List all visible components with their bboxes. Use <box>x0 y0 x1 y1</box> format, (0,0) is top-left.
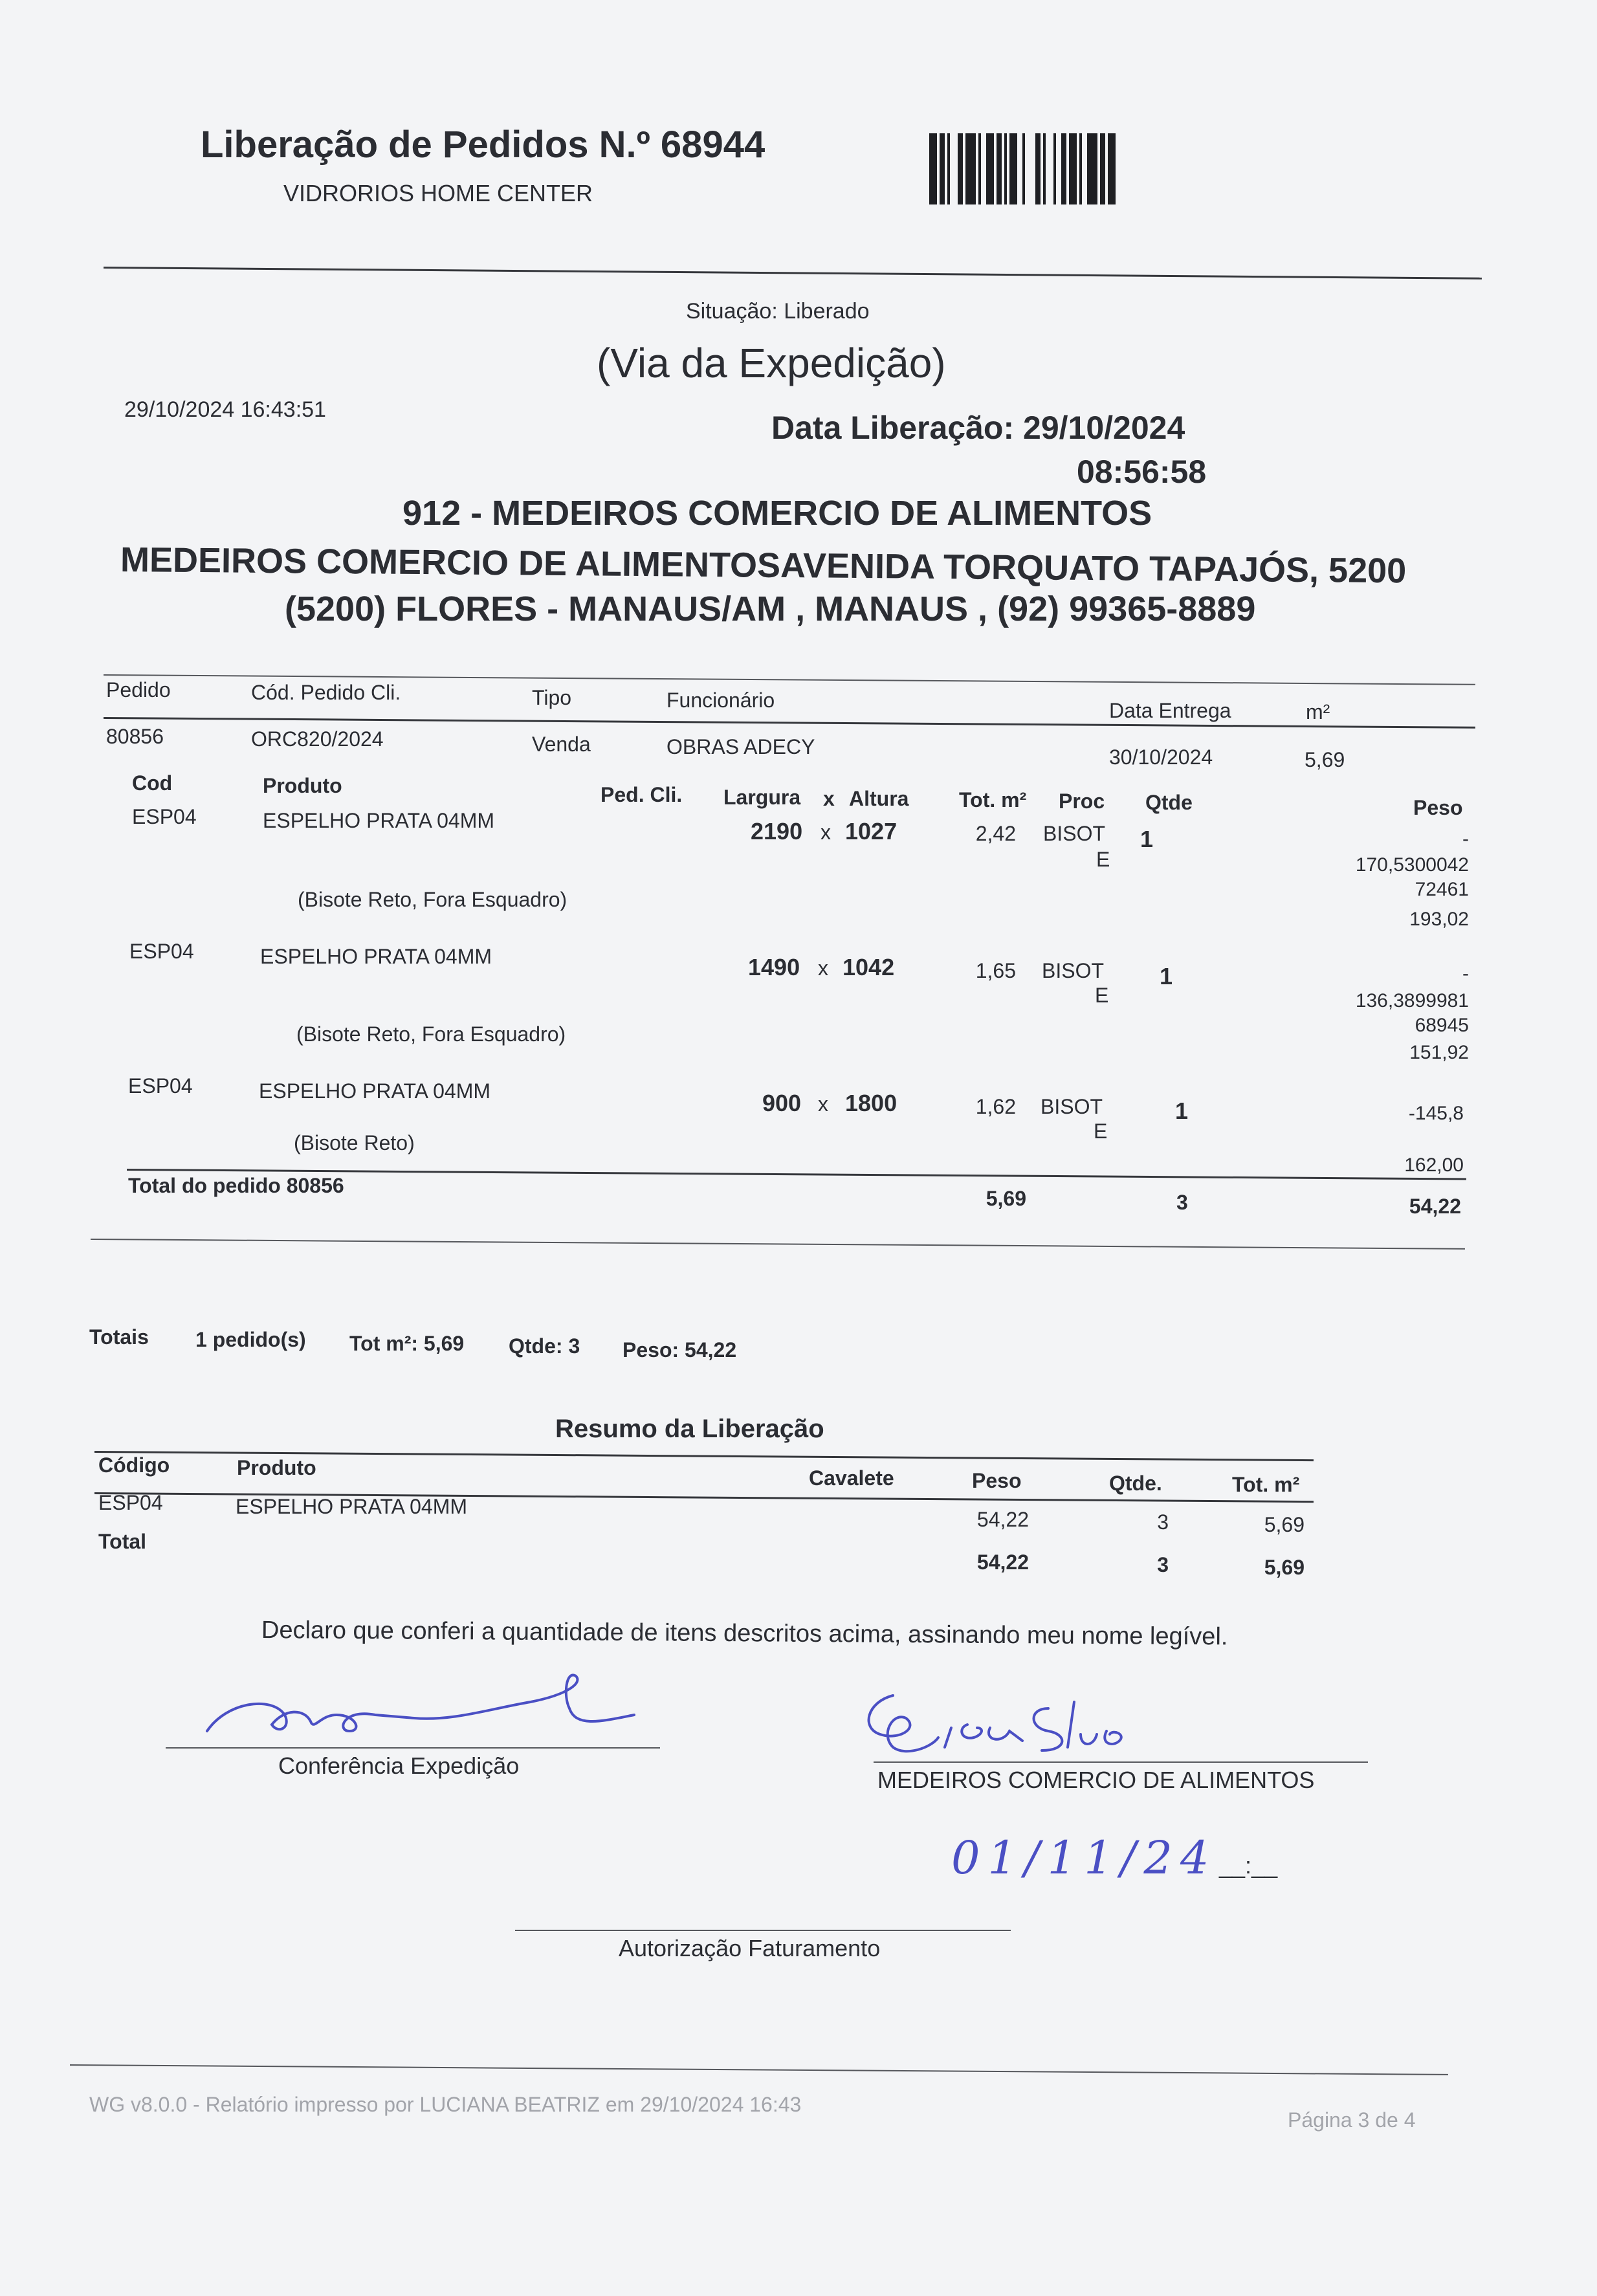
barcode-bar <box>958 133 963 204</box>
summary-row-produto: ESPELHO PRATA 04MM <box>236 1495 468 1518</box>
barcode-bar <box>978 133 981 204</box>
order-funcionario: OBRAS ADECY <box>666 735 815 758</box>
client-signature-label: MEDEIROS COMERCIO DE ALIMENTOS <box>877 1767 1315 1793</box>
barcode-bar <box>986 133 994 204</box>
summary-total-tot-m2: 5,69 <box>1264 1556 1305 1579</box>
totals-qtde: Qtde: 3 <box>509 1334 580 1358</box>
order-m2: 5,69 <box>1305 748 1345 771</box>
barcode-bar <box>1100 133 1105 204</box>
item-x: x <box>821 821 831 844</box>
autorizacao-label: Autorização Faturamento <box>619 1935 881 1961</box>
item-altura: 1027 <box>845 818 898 844</box>
item-cod: ESP04 <box>132 805 197 828</box>
col-funcionario: Funcionário <box>666 689 775 712</box>
items-col-peso: Peso <box>1413 796 1463 819</box>
items-col-x: x <box>823 787 835 810</box>
barcode-bar <box>1004 133 1007 204</box>
totals-tot-m2: Tot m²: 5,69 <box>349 1332 465 1355</box>
order-total-peso: 54,22 <box>1409 1195 1461 1218</box>
item-peso-line: 193,02 <box>1409 909 1469 930</box>
items-col-largura: Largura <box>723 786 801 809</box>
barcode-bar <box>1035 133 1041 204</box>
barcode-bar <box>1061 133 1066 204</box>
barcode-bar <box>1079 133 1082 204</box>
item-altura: 1800 <box>845 1090 898 1116</box>
client-address-line2: (5200) FLORES - MANAUS/AM , MANAUS , (92) 99365-8889 <box>285 590 1256 628</box>
items-col-produto: Produto <box>263 774 342 797</box>
items-col-cod: Cod <box>132 771 173 795</box>
summary-col-produto: Produto <box>237 1456 316 1479</box>
order-total-m2: 5,69 <box>986 1187 1026 1210</box>
order-cod-cli: ORC820/2024 <box>251 727 384 751</box>
client-address-line1: MEDEIROS COMERCIO DE ALIMENTOSAVENIDA TORQUATO TAPAJÓS, 5200 <box>120 540 1407 591</box>
signature-line-autorizacao <box>515 1930 1011 1931</box>
item-proc-wrap: E <box>1095 984 1109 1007</box>
item-tot-m2: 1,62 <box>975 1095 1016 1118</box>
time-placeholder: __:__ <box>1219 1852 1278 1879</box>
barcode-bar <box>929 133 937 204</box>
item-altura: 1042 <box>843 954 895 980</box>
company-name: VIDRORIOS HOME CENTER <box>283 180 593 206</box>
item-peso-line: 68945 <box>1415 1015 1469 1036</box>
summary-row-tot-m2: 5,69 <box>1264 1513 1305 1536</box>
item-peso-line: - <box>1462 963 1469 984</box>
signature-line-client <box>874 1761 1368 1763</box>
item-proc-wrap: E <box>1094 1120 1108 1143</box>
barcode-bar <box>1108 133 1116 204</box>
item-produto: ESPELHO PRATA 04MM <box>263 809 495 832</box>
header-divider <box>104 267 1482 280</box>
item-proc: BISOT <box>1042 959 1105 982</box>
item-peso-line: - <box>1462 828 1469 850</box>
order-pedido: 80856 <box>106 725 164 748</box>
item-largura: 1490 <box>748 954 800 980</box>
item-largura: 2190 <box>751 818 803 844</box>
col-pedido: Pedido <box>106 678 171 701</box>
barcode-bar <box>1043 133 1046 204</box>
barcode-bar <box>1087 133 1097 204</box>
summary-col-codigo: Código <box>98 1453 170 1477</box>
barcode-bar <box>1053 133 1056 204</box>
handwritten-signature-left <box>181 1670 647 1754</box>
item-peso-line: 72461 <box>1415 879 1469 900</box>
barcode-bar <box>997 133 1002 204</box>
summary-row-codigo: ESP04 <box>98 1491 163 1514</box>
summary-col-qtde: Qtde. <box>1109 1472 1162 1495</box>
barcode <box>929 133 1167 204</box>
item-cod: ESP04 <box>129 940 194 963</box>
footer-divider <box>70 2064 1448 2075</box>
totals-peso: Peso: 54,22 <box>622 1338 737 1362</box>
item-peso-line: 170,5300042 <box>1355 854 1469 876</box>
situation-text: Situação: Liberado <box>686 299 870 324</box>
item-peso-line: 136,3899981 <box>1355 990 1469 1011</box>
item-largura: 900 <box>762 1090 802 1116</box>
barcode-bar <box>940 133 945 204</box>
summary-col-cavalete: Cavalete <box>809 1466 894 1490</box>
items-col-proc: Proc <box>1059 789 1105 813</box>
summary-row-qtde: 3 <box>1157 1510 1169 1534</box>
item-tot-m2: 1,65 <box>975 959 1016 982</box>
item-proc: BISOT <box>1041 1095 1103 1118</box>
barcode-bar <box>965 133 976 204</box>
item-peso-line: 162,00 <box>1404 1154 1464 1176</box>
summary-total-peso: 54,22 <box>976 1551 1029 1574</box>
printed-datetime: 29/10/2024 16:43:51 <box>124 397 326 422</box>
summary-total-qtde: 3 <box>1157 1553 1169 1576</box>
declaration-text: Declaro que conferi a quantidade de itens descritos acima, assinando meu nome legível. <box>261 1617 1228 1651</box>
barcode-bar <box>1009 133 1017 204</box>
item-produto: ESPELHO PRATA 04MM <box>259 1079 491 1103</box>
order-data-entrega: 30/10/2024 <box>1109 745 1213 769</box>
item-description: (Bisote Reto, Fora Esquadro) <box>296 1022 566 1046</box>
item-qtde: 1 <box>1175 1098 1189 1124</box>
release-time: 08:56:58 <box>1077 454 1207 490</box>
item-qtde: 1 <box>1160 963 1173 989</box>
conferencia-label: Conferência Expedição <box>278 1752 520 1779</box>
item-description: (Bisote Reto, Fora Esquadro) <box>298 888 567 911</box>
col-tipo: Tipo <box>532 686 572 709</box>
via-title: (Via da Expedição) <box>597 340 946 386</box>
barcode-bar <box>947 133 950 204</box>
item-proc: BISOT <box>1043 822 1106 845</box>
item-x: x <box>818 1092 828 1116</box>
summary-col-tot-m2: Tot. m² <box>1232 1473 1300 1496</box>
barcode-graphic <box>929 133 1167 204</box>
items-col-ped-cli: Ped. Cli. <box>600 783 683 806</box>
footer-printed-by: WG v8.0.0 - Relatório impresso por LUCIANA BEATRIZ em 29/10/2024 16:43 <box>89 2093 802 2116</box>
totals-pedidos: 1 pedido(s) <box>195 1328 306 1351</box>
handwritten-date: 01/11/24 <box>951 1831 1217 1884</box>
items-col-qtde: Qtde <box>1145 791 1193 814</box>
items-col-tot-m2: Tot. m² <box>959 788 1027 811</box>
col-m2: m² <box>1306 700 1330 723</box>
order-total-qtde: 3 <box>1176 1191 1188 1214</box>
item-qtde: 1 <box>1140 826 1154 852</box>
item-peso-line: 151,92 <box>1409 1042 1469 1063</box>
item-produto: ESPELHO PRATA 04MM <box>260 945 492 968</box>
order-total-label: Total do pedido 80856 <box>128 1174 344 1197</box>
item-proc-wrap: E <box>1096 848 1110 871</box>
barcode-bar <box>1069 133 1077 204</box>
item-cod: ESP04 <box>128 1074 193 1098</box>
release-date: Data Liberação: 29/10/2024 <box>771 410 1185 446</box>
col-data-entrega: Data Entrega <box>1109 699 1231 722</box>
summary-col-peso: Peso <box>972 1469 1022 1492</box>
items-col-altura: Altura <box>849 787 909 810</box>
totals-label: Totais <box>89 1325 149 1349</box>
item-x: x <box>818 956 828 980</box>
order-section-divider <box>91 1239 1465 1250</box>
order-tipo: Venda <box>532 733 591 756</box>
item-peso-line: -145,8 <box>1408 1103 1464 1124</box>
signature-line-conferencia <box>166 1747 660 1749</box>
document-title: Liberação de Pedidos N.º 68944 <box>201 124 765 166</box>
summary-title: Resumo da Liberação <box>555 1415 824 1443</box>
client-code-name: 912 - MEDEIROS COMERCIO DE ALIMENTOS <box>402 494 1152 533</box>
footer-page-number: Página 3 de 4 <box>1288 2108 1416 2132</box>
summary-row-peso: 54,22 <box>976 1508 1029 1531</box>
item-description: (Bisote Reto) <box>294 1131 415 1154</box>
col-cod-pedido-cli: Cód. Pedido Cli. <box>251 681 401 704</box>
summary-total-label: Total <box>98 1530 147 1553</box>
barcode-bar <box>1022 133 1025 204</box>
handwritten-signature-right <box>854 1683 1191 1767</box>
item-tot-m2: 2,42 <box>975 822 1016 845</box>
